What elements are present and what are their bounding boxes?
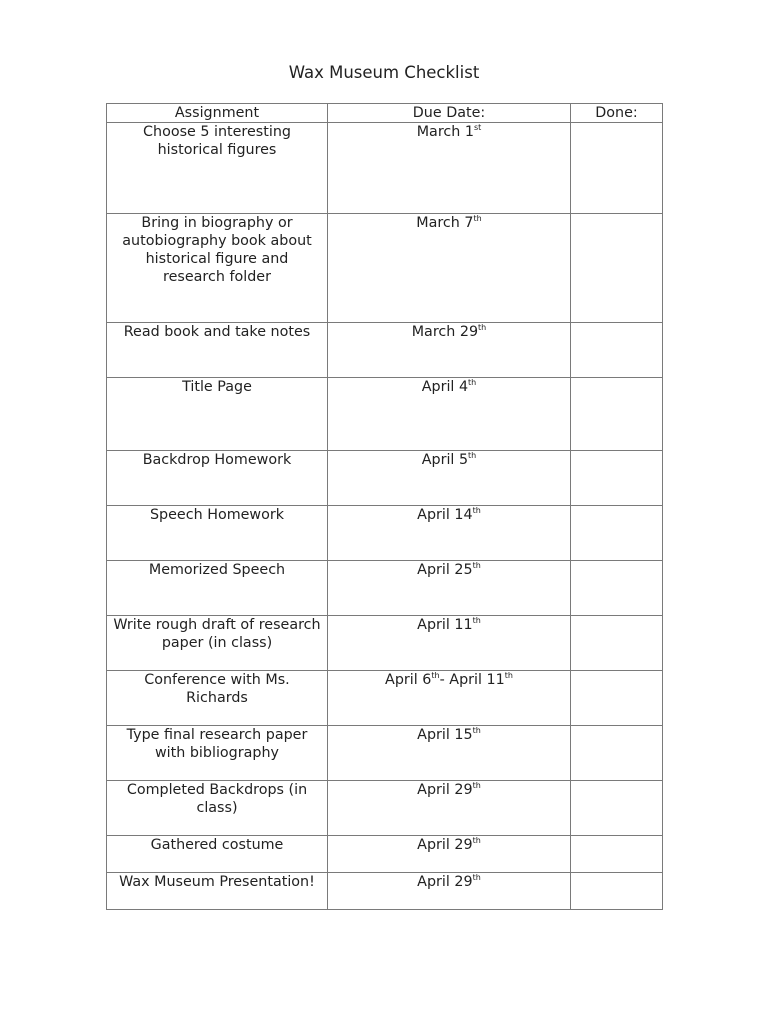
ordinal-suffix: th	[472, 836, 481, 845]
table-row	[107, 378, 663, 451]
due-date-header: Due Date:	[328, 104, 571, 123]
due-date-cell	[328, 616, 571, 671]
table-row	[107, 726, 663, 781]
table-row	[107, 123, 663, 214]
due-date-text: April 29	[417, 837, 473, 853]
ordinal-suffix: th	[472, 616, 481, 625]
due-date-text: April 29	[417, 782, 473, 798]
due-date-cell	[328, 451, 571, 506]
ordinal-suffix: th	[473, 214, 482, 223]
done-checkbox-cell[interactable]	[571, 726, 663, 781]
due-date-cell	[328, 836, 571, 873]
ordinal-suffix: th	[431, 671, 440, 680]
due-date-text: April 6	[385, 672, 432, 688]
table-row	[107, 323, 663, 378]
done-checkbox-cell[interactable]	[571, 836, 663, 873]
due-date-text: April 25	[417, 562, 473, 578]
ordinal-suffix: th	[468, 378, 477, 387]
header-row	[107, 104, 663, 123]
assignment-cell: Title Page	[107, 378, 328, 451]
assignment-cell: Conference with Ms. Richards	[107, 671, 328, 726]
assignment-cell: Bring in biography or autobiography book about historical figure and research folder	[107, 214, 328, 323]
due-date-cell	[328, 214, 571, 323]
due-date-text: March 1	[416, 124, 474, 140]
done-checkbox-cell[interactable]	[571, 451, 663, 506]
ordinal-suffix: th	[468, 451, 477, 460]
due-date-cell	[328, 781, 571, 836]
assignment-cell: Type final research paper with bibliography	[107, 726, 328, 781]
done-checkbox-cell[interactable]	[571, 671, 663, 726]
ordinal-suffix: th	[472, 781, 481, 790]
table-row	[107, 836, 663, 873]
table-row	[107, 451, 663, 506]
table-row	[107, 616, 663, 671]
ordinal-suffix: th	[472, 506, 481, 515]
due-date-text: - April 11	[439, 672, 505, 688]
table-row	[107, 873, 663, 910]
table-row	[107, 781, 663, 836]
done-checkbox-cell[interactable]	[571, 616, 663, 671]
ordinal-suffix: th	[472, 726, 481, 735]
done-checkbox-cell[interactable]	[571, 214, 663, 323]
ordinal-suffix: st	[473, 123, 482, 132]
assignment-header: Assignment	[107, 104, 328, 123]
table-row	[107, 561, 663, 616]
due-date-text: April 4	[421, 379, 469, 395]
done-checkbox-cell[interactable]	[571, 378, 663, 451]
done-checkbox-cell[interactable]	[571, 506, 663, 561]
done-header: Done:	[571, 104, 663, 123]
due-date-text: April 15	[417, 727, 473, 743]
assignment-cell: Gathered costume	[107, 836, 328, 873]
assignment-cell: Backdrop Homework	[107, 451, 328, 506]
done-checkbox-cell[interactable]	[571, 323, 663, 378]
done-checkbox-cell[interactable]	[571, 781, 663, 836]
assignment-cell: Write rough draft of research paper (in class)	[107, 616, 328, 671]
ordinal-suffix: th	[504, 671, 513, 680]
checklist-table	[106, 103, 663, 910]
ordinal-suffix: th	[472, 873, 481, 882]
due-date-cell	[328, 726, 571, 781]
due-date-cell	[328, 671, 571, 726]
due-date-text: March 7	[416, 215, 474, 231]
page-title: Wax Museum Checklist	[288, 63, 480, 82]
due-date-text: April 5	[421, 452, 469, 468]
assignment-cell: Wax Museum Presentation!	[107, 873, 328, 910]
assignment-cell: Read book and take notes	[107, 323, 328, 378]
done-checkbox-cell[interactable]	[571, 873, 663, 910]
due-date-text: April 14	[417, 507, 473, 523]
due-date-cell	[328, 378, 571, 451]
due-date-text: March 29	[411, 324, 479, 340]
done-checkbox-cell[interactable]	[571, 561, 663, 616]
due-date-cell	[328, 873, 571, 910]
checklist-body	[107, 123, 663, 910]
table-row	[107, 506, 663, 561]
due-date-text: April 11	[417, 617, 473, 633]
assignment-cell: Completed Backdrops (in class)	[107, 781, 328, 836]
ordinal-suffix: th	[478, 323, 487, 332]
assignment-cell: Choose 5 interesting historical figures	[107, 123, 328, 214]
done-checkbox-cell[interactable]	[571, 123, 663, 214]
assignment-cell: Memorized Speech	[107, 561, 328, 616]
due-date-cell	[328, 123, 571, 214]
table-row	[107, 671, 663, 726]
due-date-cell	[328, 506, 571, 561]
ordinal-suffix: th	[472, 561, 481, 570]
due-date-text: April 29	[417, 874, 473, 890]
due-date-cell	[328, 561, 571, 616]
table-row	[107, 214, 663, 323]
due-date-cell	[328, 323, 571, 378]
assignment-cell: Speech Homework	[107, 506, 328, 561]
